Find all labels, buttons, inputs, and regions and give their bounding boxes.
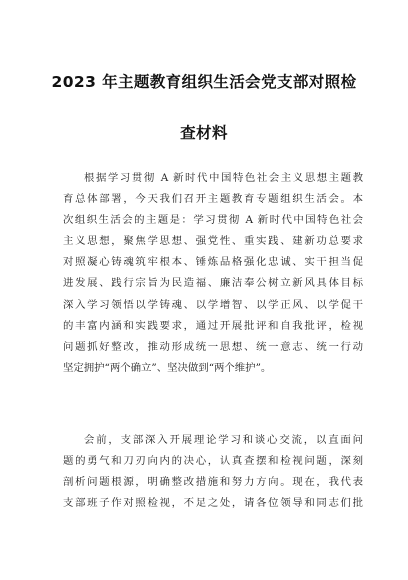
paragraph-1-line: 坚定拥护“两个确立”、坚决做到“两个维护”。 <box>63 361 272 374</box>
paragraph-2 <box>63 430 363 514</box>
paragraph-2-line: 会前，支部深入开展理论学习和谈心交流，以直面问 <box>84 434 363 446</box>
paragraph-1-line: 育总体部署，今天我们召开主题教育专题组织生活会。本 <box>63 193 363 206</box>
paragraph-1-line: 根据学习贯彻 A 新时代中国特色社会主义思想主题教 <box>84 172 363 184</box>
paragraph-1-line: 深入学习领悟以学铸魂、以学增智、以学正风、以学促干 <box>63 298 363 311</box>
paragraph-1-line: 次组织生活会的主题是：学习贯彻 A 新时代中国特色社会 <box>63 214 363 227</box>
paragraph-1-line: 主义思想，聚焦学思想、强党性、重实践、建新功总要求 <box>63 235 363 248</box>
paragraph-1-line: 对照凝心铸魂筑牢根本、锤炼品格强化忠诚、实干担当促 <box>63 256 363 269</box>
paragraph-1 <box>63 168 363 379</box>
document-title-line-1: 2023 年主题教育组织生活会党支部对照检 <box>51 73 357 91</box>
document-title-line-2: 查材料 <box>180 124 228 142</box>
paragraph-1-line: 问题抓好整改，推动形成统一思想、统一意志、统一行动 <box>63 340 363 353</box>
paragraph-2-line: 剖析问题根源，明确整改措施和努力方向。现在，我代表 <box>63 476 363 489</box>
paragraph-2-line: 题的勇气和刀刃向内的决心，认真查摆和检视问题，深刻 <box>63 455 363 468</box>
paragraph-1-line: 进发展、践行宗旨为民造福、廉洁奉公树立新风具体目标 <box>63 277 363 290</box>
paragraph-2-line: 支部班子作对照检视，不足之处，请各位领导和同志们批 <box>63 497 363 510</box>
paragraph-1-line: 的丰富内涵和实践要求，通过开展批评和自我批评，检视 <box>63 319 363 332</box>
